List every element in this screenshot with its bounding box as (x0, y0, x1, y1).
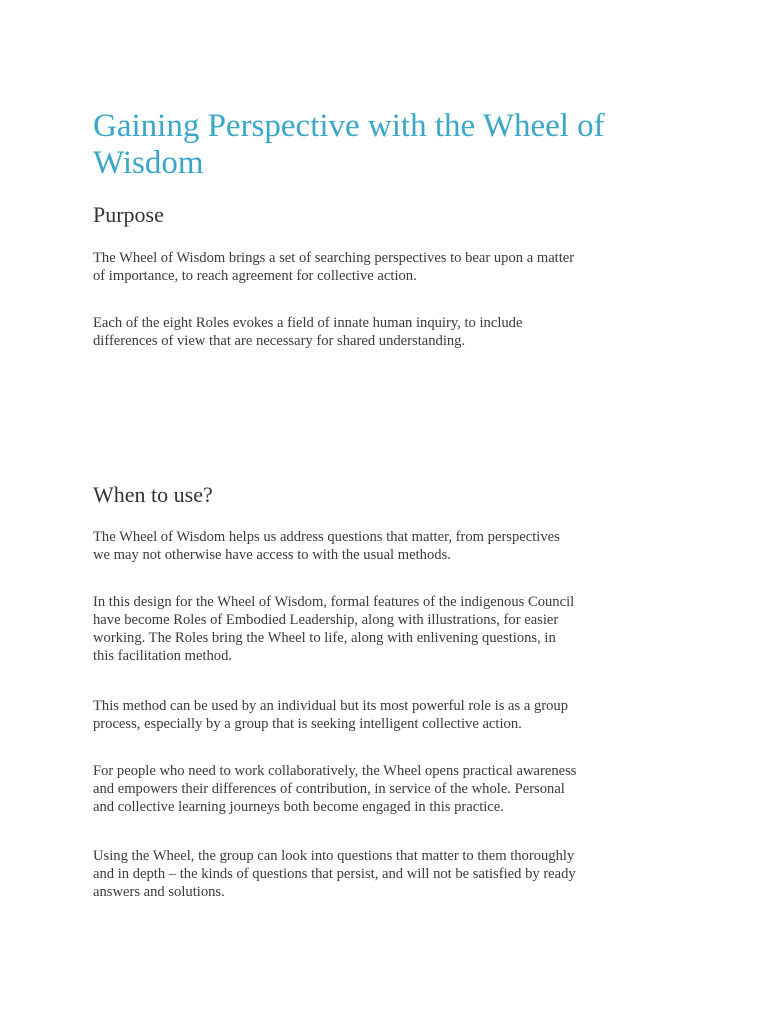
when-paragraph-5: Using the Wheel, the group can look into questions that matter to them thoroughly and in depth – the kinds of questions that persist, and will not be satisfied by ready answers and solutions. (93, 848, 576, 900)
section-heading-purpose: Purpose (93, 202, 164, 227)
when-paragraph-4: For people who need to work collaboratively, the Wheel opens practical awareness and empowers their differences of contribution, in service of the whole. Personal and collective learning journeys both become engaged in this practice. (93, 763, 577, 815)
when-paragraph-2: In this design for the Wheel of Wisdom, formal features of the indigenous Council have become Roles of Embodied Leadership, along with illustrations, for easier working. The Roles bring the Wheel to life, along with enlivening questions, in this facilitation method. (93, 594, 575, 664)
when-paragraph-3: This method can be used by an individual but its most powerful role is as a group process, especially by a group that is seeking intelligent collective action. (93, 698, 569, 732)
purpose-paragraph-1: The Wheel of Wisdom brings a set of searching perspectives to bear upon a matter of importance, to reach agreement for collective action. (93, 250, 575, 284)
section-heading-when-to-use: When to use? (93, 482, 213, 507)
document-title: Gaining Perspective with the Wheel of Wisdom (93, 108, 605, 181)
when-paragraph-1: The Wheel of Wisdom helps us address questions that matter, from perspectives we may not otherwise have access to with the usual methods. (93, 529, 560, 563)
purpose-paragraph-2: Each of the eight Roles evokes a field of innate human inquiry, to include differences of view that are necessary for shared understanding. (93, 315, 523, 349)
